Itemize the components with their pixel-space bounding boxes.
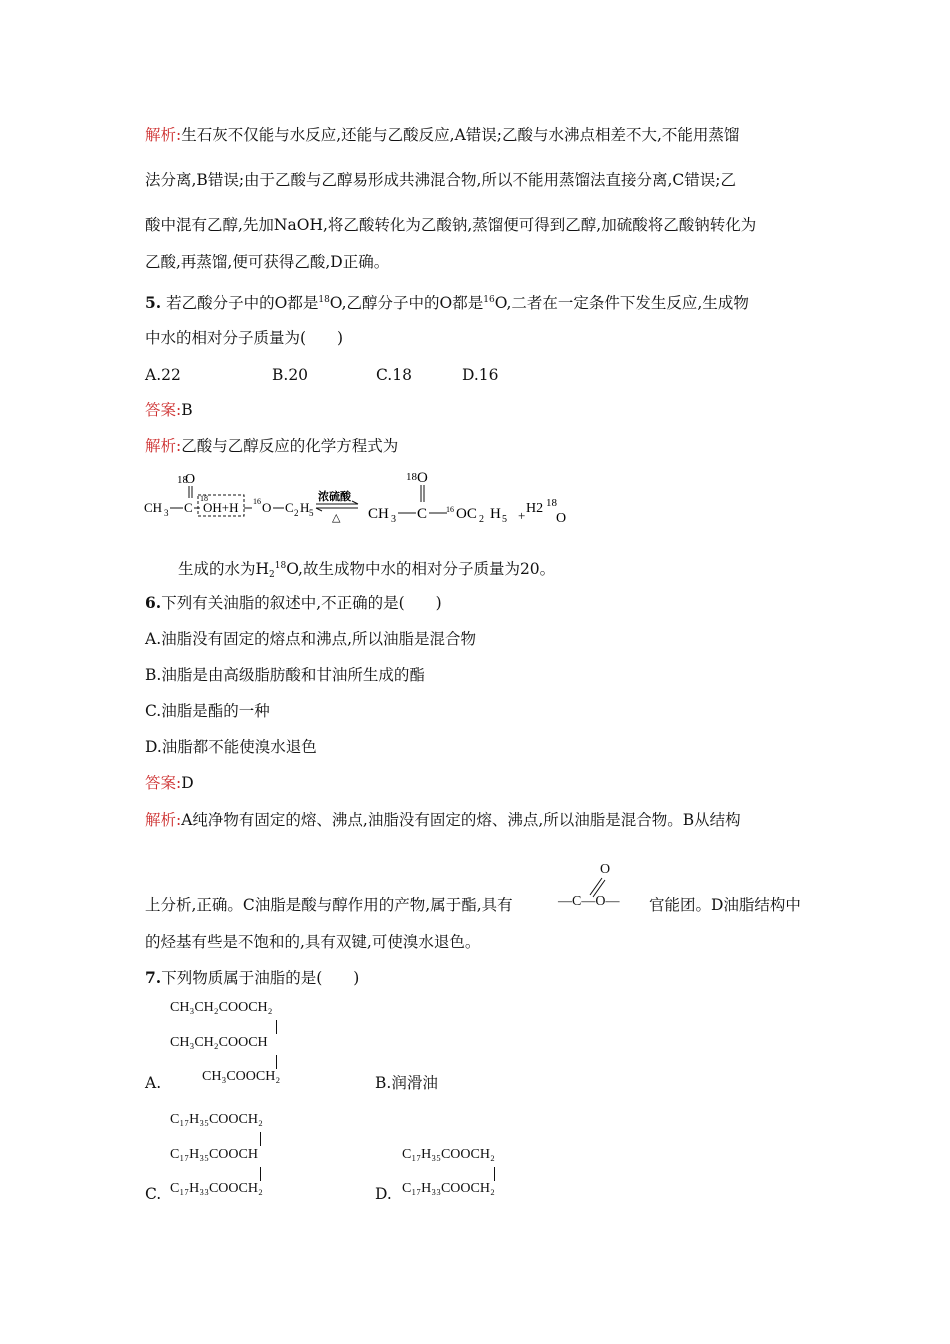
eq-heat: △ — [332, 512, 341, 524]
struct-row: CH₃COOCH₂ — [202, 1069, 281, 1084]
question-7-stem: 7.下列物质属于油脂的是( ) — [145, 968, 360, 987]
q7-option-c-structure — [170, 1112, 330, 1202]
q7-option-d-label: D. — [375, 1185, 392, 1203]
question-6-stem: 6.下列有关油脂的叙述中,不正确的是( ) — [145, 593, 442, 612]
ester-chain: —C—O— — [558, 894, 620, 909]
question-5-stem-line-1: 5. 若乙酸分子中的O都是$^{18}$O,乙醇分子中的O都是$^{16}$O,二者在一定条件下发生反应,生成物 — [145, 293, 749, 312]
struct-bond — [260, 1132, 261, 1146]
eq-ch3: CH — [144, 500, 163, 515]
eq-c: C — [184, 500, 193, 515]
esterification-equation — [140, 466, 600, 528]
question-5-stem-line-2: 中水的相对分子质量为( ) — [145, 329, 344, 347]
ester-top-o: O — [600, 862, 611, 877]
q7-option-c-label: C. — [145, 1185, 162, 1203]
eq-r-c: C — [417, 506, 428, 522]
eq-water-o: O — [556, 511, 567, 526]
eq-r-oc2h5: OC — [456, 506, 477, 522]
eq-water-sup: 18 — [546, 497, 557, 509]
struct-row: C₁₇H₃₅COOCH — [170, 1147, 258, 1162]
struct-bond — [260, 1167, 261, 1181]
struct-bond — [276, 1055, 277, 1069]
q7-option-d-structure — [402, 1147, 562, 1203]
eq-ch3-sub: 3 — [164, 508, 169, 518]
struct-row: C₁₇H₃₅COOCH₂ — [402, 1147, 495, 1162]
q7-option-a-structure — [170, 1000, 330, 1090]
eq-r-ch3: CH — [368, 506, 389, 522]
eq-r-o16-sup: 16 — [446, 505, 454, 514]
analysis-4-line-1: 解析:生石灰不仅能与水反应,还能与乙酸反应,A错误;乙酸与水沸点相差不大,不能用蒸馏 — [145, 126, 740, 144]
ester-functional-group — [556, 862, 636, 918]
struct-row: C₁₇H₃₃COOCH₂ — [170, 1181, 263, 1196]
eq-r-oc2h5-sub: 2 — [479, 514, 484, 525]
q6-option-a: A.油脂没有固定的熔点和沸点,所以油脂是混合物 — [145, 630, 477, 648]
q5-analysis: 解析:乙酸与乙醇反应的化学方程式为 — [145, 437, 399, 455]
eq-right-o-sup: 18 — [406, 471, 417, 483]
eq-oh-h: OH+H — [203, 500, 239, 515]
eq-r-h5: H — [490, 506, 501, 522]
struct-bond — [276, 1020, 277, 1034]
struct-row: C₁₇H₃₅COOCH₂ — [170, 1112, 263, 1127]
eq-catalyst: 浓硫酸 — [318, 491, 351, 503]
q7-option-b: B.润滑油 — [375, 1074, 438, 1092]
q6-analysis-line-3: 的烃基有些是不饱和的,具有双键,可使溴水退色。 — [145, 933, 481, 951]
eq-left-o-sup: 18 — [177, 474, 188, 486]
struct-row: CH₃CH₂COOCH₂ — [170, 1000, 273, 1015]
struct-row: CH₃CH₂COOCH — [170, 1035, 268, 1050]
analysis-4-line-4: 乙酸,再蒸馏,便可获得乙酸,D正确。 — [145, 253, 390, 271]
eq-plus: + — [518, 508, 526, 523]
q6-analysis-line-1: 解析:A纯净物有固定的熔、沸点,油脂没有固定的熔、沸点,所以油脂是混合物。B从结构 — [145, 811, 741, 829]
eq-left-o: O — [185, 472, 196, 487]
eq-c2h5-h: H — [300, 500, 310, 515]
q5-option-a: A.22 — [145, 366, 181, 384]
eq-oh-sup: 18 — [200, 494, 208, 503]
eq-o16-sup: 16 — [253, 497, 261, 506]
struct-bond — [494, 1167, 495, 1181]
q6-analysis-line-2b: 官能团。D油脂结构中 — [649, 896, 801, 914]
eq-r-h5-sub: 5 — [502, 514, 507, 525]
analysis-4-line-3: 酸中混有乙醇,先加NaOH,将乙酸转化为乙酸钠,蒸馏便可得到乙醇,加硫酸将乙酸钠转化为 — [145, 216, 757, 234]
q5-option-b: B.20 — [272, 366, 309, 384]
eq-c2h5-c: C — [285, 500, 294, 515]
eq-c2h5-sub: 2 — [294, 508, 299, 518]
q6-option-d: D.油脂都不能使溴水退色 — [145, 738, 317, 756]
q7-option-a-label: A. — [145, 1074, 162, 1092]
eq-h5-sub: 5 — [309, 508, 314, 518]
q5-option-d: D.16 — [462, 366, 499, 384]
eq-water: H2 — [526, 501, 544, 516]
q6-answer: 答案:D — [145, 774, 194, 792]
q5-conclusion: 生成的水为$H_2^{18}O$,故生成物中水的相对分子质量为20。 — [178, 560, 556, 580]
q5-answer: 答案:B — [145, 401, 193, 419]
analysis-label: 解析: — [145, 126, 182, 144]
eq-right-o: O — [417, 470, 428, 486]
eq-r-ch3-sub: 3 — [391, 514, 396, 525]
q6-analysis-line-2a: 上分析,正确。C油脂是酸与醇作用的产物,属于酯,具有 — [145, 896, 513, 914]
q6-option-c: C.油脂是酯的一种 — [145, 702, 270, 720]
eq-o: O — [262, 500, 272, 515]
analysis-4-line-2: 法分离,B错误;由于乙酸与乙醇易形成共沸混合物,所以不能用蒸馏法直接分离,C错误;乙 — [145, 171, 736, 189]
question-number: 5. — [145, 293, 162, 312]
q6-option-b: B.油脂是由高级脂肪酸和甘油所生成的酯 — [145, 666, 425, 684]
struct-row: C₁₇H₃₃COOCH₂ — [402, 1181, 495, 1196]
q5-option-c: C.18 — [376, 366, 412, 384]
